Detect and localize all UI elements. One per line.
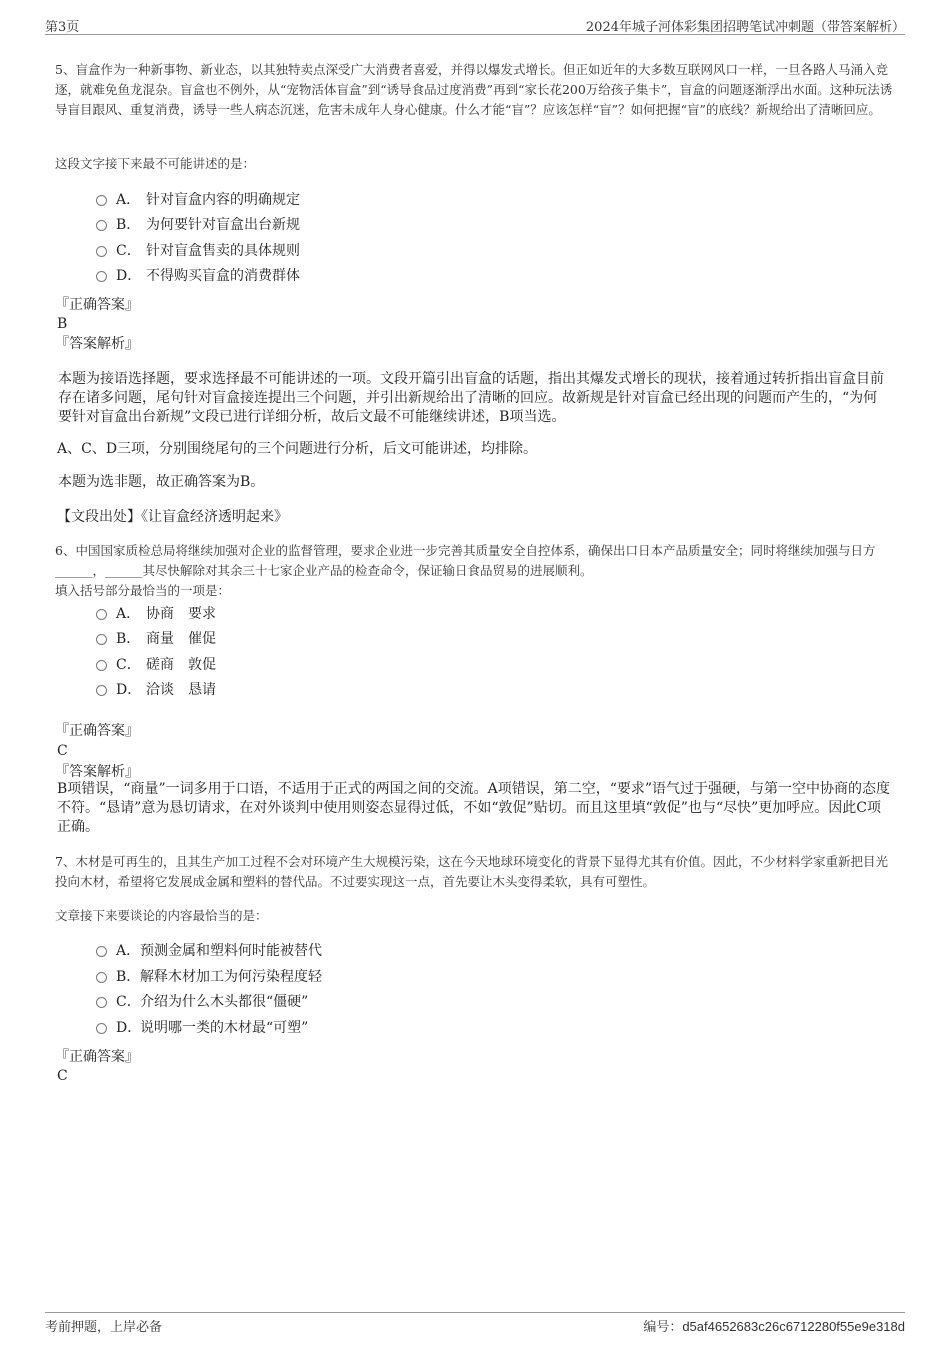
question-7-option-a[interactable]: A．预测金属和塑料何时能被替代 <box>96 940 322 962</box>
question-6-prompt: 填入括号部分最恰当的一项是： <box>55 583 231 598</box>
radio-icon[interactable] <box>96 246 107 257</box>
radio-icon[interactable] <box>96 220 107 231</box>
question-7-option-d[interactable]: D．说明哪一类的木材最“可塑” <box>96 1017 308 1039</box>
radio-icon[interactable] <box>96 685 107 696</box>
question-5-analysis-label: 『答案解析』 <box>55 336 139 352</box>
question-5-answer-label: 『正确答案』 <box>55 297 139 313</box>
radio-icon[interactable] <box>96 1023 107 1034</box>
question-6-analysis-label: 『答案解析』 <box>55 764 139 780</box>
question-6-option-b[interactable]: B． 商量 催促 <box>96 628 216 650</box>
question-5-option-b[interactable]: B． 为何要针对盲盒出台新规 <box>96 214 300 236</box>
page-header <box>45 14 905 35</box>
radio-icon[interactable] <box>96 660 107 671</box>
question-7-option-c[interactable]: C．介绍为什么木头都很“僵硬” <box>96 991 308 1013</box>
question-5-option-c[interactable]: C． 针对盲盒售卖的具体规则 <box>96 240 300 262</box>
document-code: 编号：d5af4652683c26c6712280f55e9e318d <box>643 1319 905 1335</box>
question-6-answer-label: 『正确答案』 <box>55 723 139 739</box>
question-5-analysis-paragraph: 本题为接语选择题，要求选择最不可能讲述的一项。文段开篇引出盲盒的话题，指出其爆发式增长的现状，接着通过转折指出盲盒目前存在诸多问题，尾句针对盲盒接连提出三个问题，并引出新规给出了清晰的回应。故新规是针对盲盒已经出现的问题而产生的，“为何要针对盲盒出台新规”文段已进行详细分析，故后文最不可能继续讲述，B项当选。 <box>58 371 884 425</box>
page-footer <box>45 1312 905 1335</box>
question-5-prompt: 这段文字接下来最不可能讲述的是： <box>55 156 256 171</box>
question-6-answer: C <box>57 743 68 759</box>
question-5-analysis-paragraph: 本题为选非题，故正确答案为B。 <box>58 474 265 490</box>
question-7-text: 7、木材是可再生的，且其生产加工过程不会对环境产生大规模污染，这在今天地球环境变化的背景下显得尤其有价值。因此，不少材料学家重新把目光投向木材，希望将它发展成金属和塑料的替代品。不过要实现这一点，首先要让木头变得柔软，具有可塑性。 <box>55 854 888 889</box>
radio-icon[interactable] <box>96 609 107 620</box>
question-5-answer: B <box>57 316 68 332</box>
question-6-analysis-paragraph: B项错误，“商量”一词多用于口语，不适用于正式的两国之间的交流。A项错误，第二空，“要求”语气过于强硬，与第一空中协商的态度不符。“恳请”意为恳切请求，在对外谈判中使用则姿态显得过低，不如“敦促”贴切。而且这里填“敦促”也与“尽快”更加呼应。因此C项正确。 <box>57 781 891 835</box>
question-6-option-c[interactable]: C． 磋商 敦促 <box>96 654 216 676</box>
footer-slogan: 考前押题，上岸必备 <box>45 1320 163 1335</box>
question-7-option-b[interactable]: B．解释木材加工为何污染程度轻 <box>96 966 322 988</box>
question-6-option-a[interactable]: A． 协商 要求 <box>96 603 216 625</box>
radio-icon[interactable] <box>96 634 107 645</box>
radio-icon[interactable] <box>96 997 107 1008</box>
question-5-option-d[interactable]: D． 不得购买盲盒的消费群体 <box>96 265 300 287</box>
question-5-option-a[interactable]: A． 针对盲盒内容的明确规定 <box>96 189 300 211</box>
document-title: 2024年城子河体彩集团招聘笔试冲刺题（带答案解析） <box>585 20 905 35</box>
question-6-text: 6、中国国家质检总局将继续加强对企业的监督管理，要求企业进一步完善其质量安全自控体系，确保出口日本产品质量安全；同时将继续加强与日方______，______其尽快解除对其余三十七家企业产品的检查命令，保证输日食品贸易的进展顺利。 <box>55 543 876 578</box>
question-7-prompt: 文章接下来要谈论的内容最恰当的是： <box>55 908 268 923</box>
question-7-answer: C <box>57 1068 68 1084</box>
question-5-source: 【文段出处】《让盲盒经济透明起来》 <box>57 509 288 525</box>
radio-icon[interactable] <box>96 271 107 282</box>
page-number: 第3页 <box>45 20 80 35</box>
question-6-option-d[interactable]: D． 洽谈 恳请 <box>96 679 216 701</box>
radio-icon[interactable] <box>96 195 107 206</box>
radio-icon[interactable] <box>96 972 107 983</box>
question-5-text: 5、盲盒作为一种新事物、新业态，以其独特卖点深受广大消费者喜爱，并得以爆发式增长。但正如近年的大多数互联网风口一样，一旦各路人马涌入竞逐，就难免鱼龙混杂。盲盒也不例外，从“宠物活体盲盒”到“诱导食品过度消费”再到“家长花200万给孩子集卡”，盲盒的问题逐渐浮出水面。这种玩法诱导盲目跟风、重复消费，诱导一些人病态沉迷，危害未成年人身心健康。什么才能“盲”？应该怎样“盲”？如何把握“盲”的底线？新规给出了清晰回应。 <box>55 62 893 117</box>
radio-icon[interactable] <box>96 946 107 957</box>
question-7-answer-label: 『正确答案』 <box>55 1049 139 1065</box>
question-5-analysis-paragraph: A、C、D三项，分别围绕尾句的三个问题进行分析，后文可能讲述，均排除。 <box>57 441 538 457</box>
